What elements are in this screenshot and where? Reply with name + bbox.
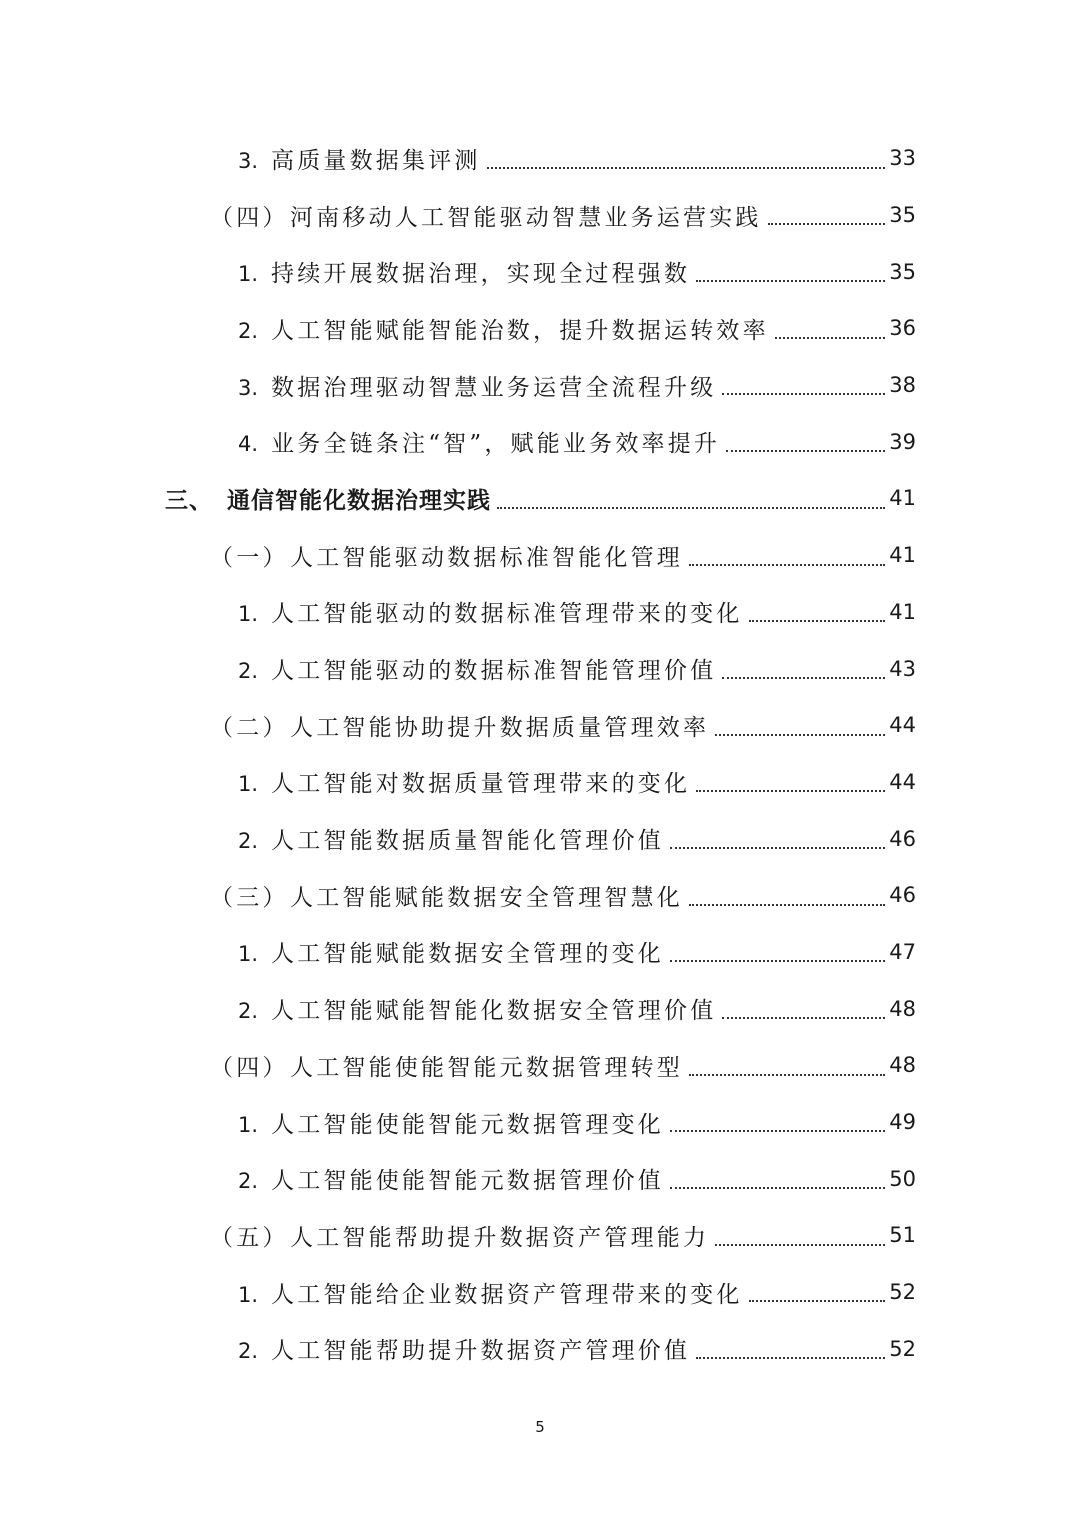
- toc-entry-title: [238, 255, 690, 288]
- toc-entry-title: [238, 822, 664, 855]
- toc-entry-page: 35: [889, 259, 916, 284]
- toc-entry-text: 数据治理驱动智慧业务运营全流程升级: [271, 374, 717, 401]
- toc-entry-number: 3.: [238, 148, 259, 173]
- toc-entry-title: [210, 199, 762, 232]
- toc-entry-text: 高质量数据集评测: [271, 147, 481, 174]
- toc-entry[interactable]: [0, 1037, 916, 1094]
- toc-entry-number: 3.: [238, 375, 259, 400]
- toc-entry[interactable]: [0, 980, 916, 1037]
- toc-entry-page: 44: [889, 769, 916, 794]
- toc-entry[interactable]: [0, 413, 916, 470]
- toc-entry[interactable]: [0, 697, 916, 754]
- toc-entry-number: 2.: [238, 999, 259, 1024]
- toc-entry-page: 48: [889, 996, 916, 1021]
- toc-dot-leader: [722, 677, 885, 679]
- toc-entry[interactable]: [0, 867, 916, 924]
- toc-entry-page: 48: [889, 1053, 916, 1078]
- toc-entry-text: 业务全链条注“智”，赋能业务效率提升: [271, 431, 721, 458]
- toc-entry-page: 33: [889, 146, 916, 171]
- toc-entry[interactable]: [0, 357, 916, 414]
- toc-entry-text: 人工智能赋能智能治数，提升数据运转效率: [271, 317, 769, 344]
- toc-entry-number: 1.: [238, 262, 259, 287]
- toc-entry[interactable]: [0, 1094, 916, 1151]
- toc-dot-leader: [689, 1074, 885, 1076]
- toc-entry[interactable]: [0, 1264, 916, 1321]
- toc-entry-title: [238, 992, 716, 1025]
- toc-entry-number: （四）: [210, 204, 289, 231]
- toc-entry[interactable]: [0, 470, 916, 527]
- toc-dot-leader: [497, 507, 885, 509]
- toc-entry-text: 人工智能对数据质量管理带来的变化: [271, 771, 691, 798]
- toc-entry-page: 41: [889, 486, 916, 511]
- toc-entry-number: 1.: [238, 1282, 259, 1307]
- toc-entry-title: [238, 652, 716, 685]
- toc-entry-page: 36: [889, 316, 916, 341]
- toc-entry[interactable]: [0, 810, 916, 867]
- toc-entry[interactable]: [0, 187, 916, 244]
- toc-dot-leader: [715, 1244, 885, 1246]
- toc-entry-title: [238, 369, 716, 402]
- toc-entry-number: 三、: [165, 487, 213, 514]
- toc-entry-text: 人工智能协助提升数据质量管理效率: [290, 714, 710, 741]
- toc-entry[interactable]: [0, 1207, 916, 1264]
- toc-entry-title: [210, 1049, 683, 1082]
- toc-dot-leader: [670, 1130, 885, 1132]
- toc-entry-page: 47: [889, 939, 916, 964]
- toc-entry-title: [238, 765, 690, 798]
- toc-entry-title: [238, 935, 664, 968]
- toc-dot-leader: [689, 564, 885, 566]
- toc-dot-leader: [487, 167, 886, 169]
- toc-entry-number: （五）: [210, 1224, 289, 1251]
- toc-entry-page: 52: [889, 1336, 916, 1361]
- toc-entry-page: 38: [889, 373, 916, 398]
- toc-entry[interactable]: [0, 1320, 916, 1377]
- toc-entry-text: 人工智能赋能数据安全管理智慧化: [290, 884, 683, 911]
- toc-dot-leader: [670, 1187, 885, 1189]
- toc-dot-leader: [722, 393, 885, 395]
- toc-entry-number: 1.: [238, 942, 259, 967]
- toc-dot-leader: [722, 1017, 885, 1019]
- toc-entry-page: 35: [889, 203, 916, 228]
- toc-entry-page: 46: [889, 826, 916, 851]
- toc-entry-title: [165, 482, 491, 515]
- toc-entry-text: 人工智能给企业数据资产管理带来的变化: [271, 1281, 743, 1308]
- toc-entry-text: 人工智能赋能智能化数据安全管理价值: [271, 998, 717, 1025]
- toc-entry-title: [210, 1219, 709, 1252]
- toc-dot-leader: [749, 1300, 886, 1302]
- toc-entry-page: 41: [889, 543, 916, 568]
- toc-entry-number: 1.: [238, 602, 259, 627]
- toc-entry-number: （四）: [210, 1054, 289, 1081]
- table-of-contents: [0, 130, 1080, 1377]
- toc-entry-title: [210, 539, 683, 572]
- toc-dot-leader: [696, 280, 885, 282]
- toc-entry-title: [210, 879, 683, 912]
- toc-entry-number: （一）: [210, 544, 289, 571]
- toc-dot-leader: [768, 223, 886, 225]
- toc-entry-title: [238, 425, 720, 458]
- toc-entry[interactable]: [0, 1150, 916, 1207]
- toc-entry-page: 41: [889, 599, 916, 624]
- toc-dot-leader: [670, 960, 885, 962]
- toc-entry-number: 2.: [238, 659, 259, 684]
- toc-entry-number: （二）: [210, 714, 289, 741]
- toc-entry-number: 2.: [238, 1169, 259, 1194]
- toc-entry[interactable]: [0, 130, 916, 187]
- toc-entry-title: [238, 312, 769, 345]
- toc-dot-leader: [715, 734, 885, 736]
- toc-entry-page: 51: [889, 1223, 916, 1248]
- toc-dot-leader: [689, 904, 885, 906]
- toc-entry-number: 4.: [238, 432, 259, 457]
- toc-entry-title: [238, 1332, 690, 1365]
- toc-entry-number: 1.: [238, 772, 259, 797]
- toc-entry-page: 44: [889, 713, 916, 738]
- toc-entry[interactable]: [0, 640, 916, 697]
- toc-entry-number: 2.: [238, 318, 259, 343]
- toc-entry-text: 人工智能使能智能元数据管理价值: [271, 1168, 664, 1195]
- toc-entry-page: 46: [889, 883, 916, 908]
- toc-entry[interactable]: [0, 300, 916, 357]
- toc-entry[interactable]: [0, 924, 916, 981]
- toc-dot-leader: [775, 337, 885, 339]
- toc-entry[interactable]: [0, 243, 916, 300]
- toc-entry-text: 通信智能化数据治理实践: [227, 487, 491, 514]
- toc-dot-leader: [726, 450, 885, 452]
- page-number: 5: [535, 1418, 545, 1436]
- toc-dot-leader: [696, 1357, 885, 1359]
- toc-dot-leader: [696, 790, 885, 792]
- toc-entry-number: （三）: [210, 884, 289, 911]
- toc-entry-page: 49: [889, 1110, 916, 1135]
- toc-entry-title: [210, 709, 709, 742]
- toc-entry-number: 1.: [238, 1112, 259, 1137]
- toc-entry[interactable]: [0, 527, 916, 584]
- toc-entry-number: 2.: [238, 829, 259, 854]
- toc-entry-page: 50: [889, 1166, 916, 1191]
- toc-entry-text: 人工智能帮助提升数据资产管理能力: [290, 1224, 710, 1251]
- toc-entry-number: 2.: [238, 1339, 259, 1364]
- toc-entry-text: 河南移动人工智能驱动智慧业务运营实践: [290, 204, 762, 231]
- toc-entry-title: [238, 142, 481, 175]
- toc-dot-leader: [670, 847, 885, 849]
- toc-entry-text: 人工智能驱动的数据标准智能管理价值: [271, 658, 717, 685]
- toc-entry-page: 43: [889, 656, 916, 681]
- toc-entry-text: 人工智能数据质量智能化管理价值: [271, 828, 664, 855]
- toc-entry-text: 人工智能驱动的数据标准管理带来的变化: [271, 601, 743, 628]
- toc-entry-title: [238, 1276, 743, 1309]
- toc-entry-text: 人工智能赋能数据安全管理的变化: [271, 941, 664, 968]
- toc-entry-text: 持续开展数据治理，实现全过程强数: [271, 261, 691, 288]
- toc-entry[interactable]: [0, 754, 916, 811]
- toc-dot-leader: [749, 620, 886, 622]
- toc-entry-title: [238, 1106, 664, 1139]
- toc-entry-text: 人工智能使能智能元数据管理转型: [290, 1054, 683, 1081]
- toc-entry-title: [238, 595, 743, 628]
- toc-entry-text: 人工智能帮助提升数据资产管理价值: [271, 1338, 691, 1365]
- toc-entry[interactable]: [0, 584, 916, 641]
- toc-entry-page: 39: [889, 429, 916, 454]
- toc-entry-page: 52: [889, 1280, 916, 1305]
- toc-entry-text: 人工智能驱动数据标准智能化管理: [290, 544, 683, 571]
- toc-entry-title: [238, 1162, 664, 1195]
- toc-entry-text: 人工智能使能智能元数据管理变化: [271, 1111, 664, 1138]
